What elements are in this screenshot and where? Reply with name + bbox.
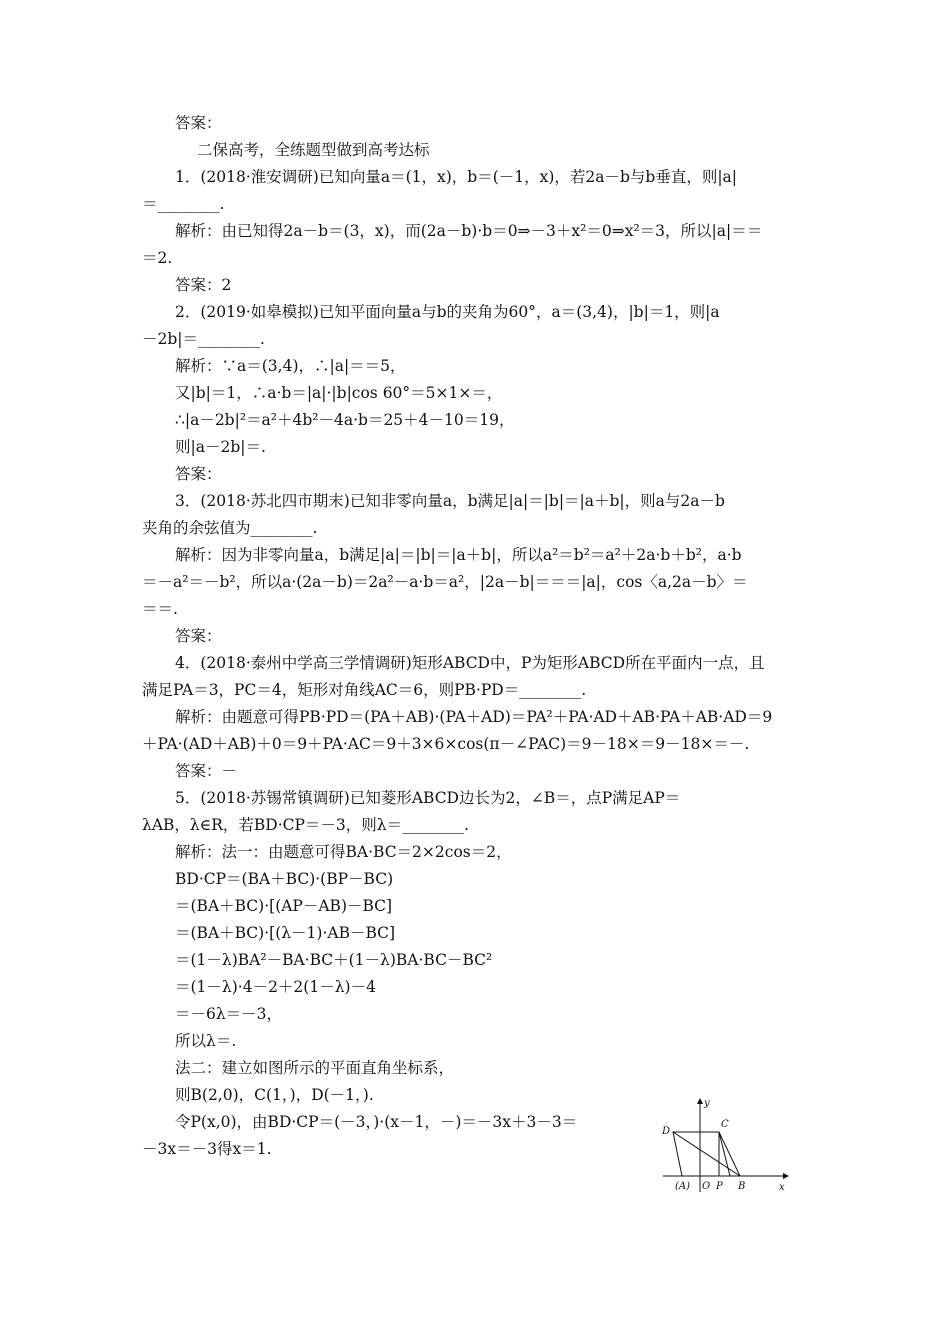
- text-line: －2b|＝________.: [142, 330, 265, 348]
- label-a: (A): [675, 1181, 691, 1192]
- text-line: 3．(2018·苏北四市期末)已知非零向量a，b满足|a|＝|b|＝|a＋b|，则a与2a－b: [175, 492, 725, 510]
- label-y: y: [704, 1098, 710, 1109]
- text-line: 5．(2018·苏锡常镇调研)已知菱形ABCD边长为2，∠B＝，点P满足AP＝: [175, 789, 681, 807]
- text-line: 解析：因为非零向量a，b满足|a|＝|b|＝|a＋b|，所以a²＝b²＝a²＋2a·b＋b²，a·b: [175, 546, 742, 564]
- label-x: x: [779, 1182, 785, 1193]
- text-line: 答案：: [175, 627, 222, 645]
- x-axis-arrow: [783, 1173, 789, 1179]
- text-line: 满足PA＝3，PC＝4，矩形对角线AC＝6，则PB·PD＝________.: [142, 681, 587, 699]
- text-line: 4．(2018·泰州中学高三学情调研)矩形ABCD中，P为矩形ABCD所在平面内一点，且: [175, 654, 765, 672]
- text-line: 答案：: [175, 465, 222, 483]
- text-line: 解析：法一：由题意可得BA·BC＝2×2cos＝2，: [175, 843, 512, 861]
- text-line: BD·CP＝(BA＋BC)·(BP－BC): [175, 870, 394, 888]
- text-line: ＝(1－λ)BA²－BA·BC＋(1－λ)BA·BC－BC²: [175, 951, 493, 969]
- label-b: B: [738, 1181, 746, 1192]
- text-line: ＝________.: [142, 195, 225, 213]
- label-p: P: [716, 1181, 723, 1192]
- text-line: 解析：由已知得2a－b＝(3，x)，而(2a－b)·b＝0⇒－3＋x²＝0⇒x²＝3，所以|a|＝＝: [175, 222, 763, 240]
- text-line: ＝－a²＝－b²，所以a·(2a－b)＝2a²－a·b＝a²，|2a－b|＝＝＝|a|，cos〈a,2a－b〉＝: [142, 573, 748, 591]
- text-line: 2．(2019·如皋模拟)已知平面向量a与b的夹角为60°，a＝(3,4)，|b|＝1，则|a: [175, 303, 720, 321]
- label-d: D: [662, 1126, 671, 1137]
- text-line: 解析：∵a＝(3,4)，∴|a|＝＝5，: [175, 357, 406, 375]
- text-line: ∴|a－2b|²＝a²＋4b²－4a·b＝25＋4－10＝19，: [175, 411, 515, 429]
- text-line: ＝－6λ＝－3，: [175, 1005, 283, 1023]
- text-line: ＝(1－λ)·4－2＋2(1－λ)－4: [175, 978, 376, 996]
- coordinate-figure: [655, 1096, 795, 1196]
- text-line: 令P(x,0)，由BD·CP＝(－3，)·(x－1，－)＝－3x＋3－3＝: [175, 1113, 578, 1131]
- text-line: 答案：－: [175, 762, 238, 780]
- text-line: 又|b|＝1，∴a·b＝|a|·|b|cos 60°＝5×1×＝，: [175, 384, 503, 402]
- y-axis-arrow: [697, 1098, 703, 1104]
- text-line: 则B(2,0)，C(1，)，D(－1，).: [175, 1086, 374, 1104]
- text-line: 则|a－2b|＝.: [175, 438, 266, 456]
- segment-cb: [719, 1132, 730, 1176]
- text-line: 1．(2018·淮安调研)已知向量a＝(1，x)，b＝(－1，x)，若2a－b与b垂直，则|a|: [175, 168, 738, 186]
- text-line: ＝(BA＋BC)·[(AP－AB)－BC]: [175, 897, 393, 915]
- text-line: λAB，λ∈R，若BD·CP＝－3，则λ＝________.: [142, 816, 470, 834]
- label-c: C: [721, 1119, 729, 1130]
- label-o: O: [702, 1181, 711, 1192]
- text-line: 答案：: [175, 114, 222, 132]
- text-line: 法二：建立如图所示的平面直角坐标系，: [175, 1059, 455, 1077]
- text-line: －3x＝－3得x＝1.: [142, 1140, 272, 1158]
- text-line: 夹角的余弦值为________.: [142, 519, 318, 537]
- text-line: ＋PA·(AD＋AB)＋0＝9＋PA·AC＝9＋3×6×cos(π－∠PAC)＝9－18×＝9－18×＝－.: [142, 735, 750, 753]
- text-line: 答案：2: [175, 276, 232, 294]
- text-line: ＝(BA＋BC)·[(λ－1)·AB－BC]: [175, 924, 396, 942]
- text-line: 二保高考，全练题型做到高考达标: [197, 141, 430, 159]
- text-line: ＝＝.: [142, 600, 178, 618]
- text-line: ＝2.: [142, 249, 173, 267]
- text-line: 解析：由题意可得PB·PD＝(PA＋AB)·(PA＋AD)＝PA²＋PA·AD＋AB·PA＋AB·AD＝9: [175, 708, 773, 726]
- text-line: 所以λ＝.: [175, 1032, 237, 1050]
